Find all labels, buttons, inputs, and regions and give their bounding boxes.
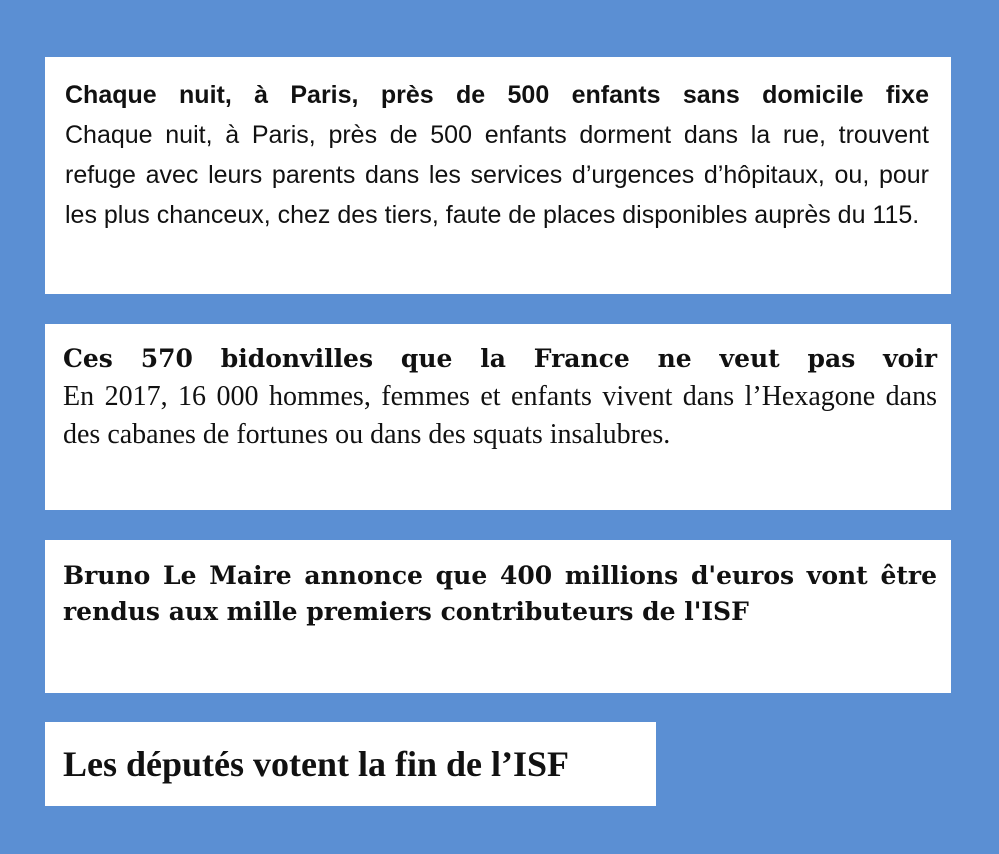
article-headline: Bruno Le Maire annonce que 400 millions d'euros vont être rendus aux mille premiers contributeurs de l'ISF [63, 561, 937, 626]
article-card-bidonvilles [45, 324, 951, 510]
article-card-isf-end [45, 722, 656, 806]
article-summary: Chaque nuit, à Paris, près de 500 enfants dorment dans la rue, trouvent refuge avec leurs parents dans les services d’urgences d’hôpitaux, ou, pour les plus chanceux, chez des tiers, faute de places disponibles auprès du 115. [65, 121, 929, 229]
article-card-children-paris [45, 57, 951, 294]
article-headline: Les députés votent la fin de l’ISF [63, 744, 570, 784]
article-card-isf-refund [45, 540, 951, 693]
article-headline: Ces 570 bidonvilles que la France ne veut pas voir [63, 344, 937, 373]
article-headline: Chaque nuit, à Paris, près de 500 enfants sans domicile fixe [65, 81, 929, 109]
article-summary: En 2017, 16 000 hommes, femmes et enfants vivent dans l’Hexagone dans des cabanes de fortunes ou dans des squats insalubres. [63, 381, 937, 450]
